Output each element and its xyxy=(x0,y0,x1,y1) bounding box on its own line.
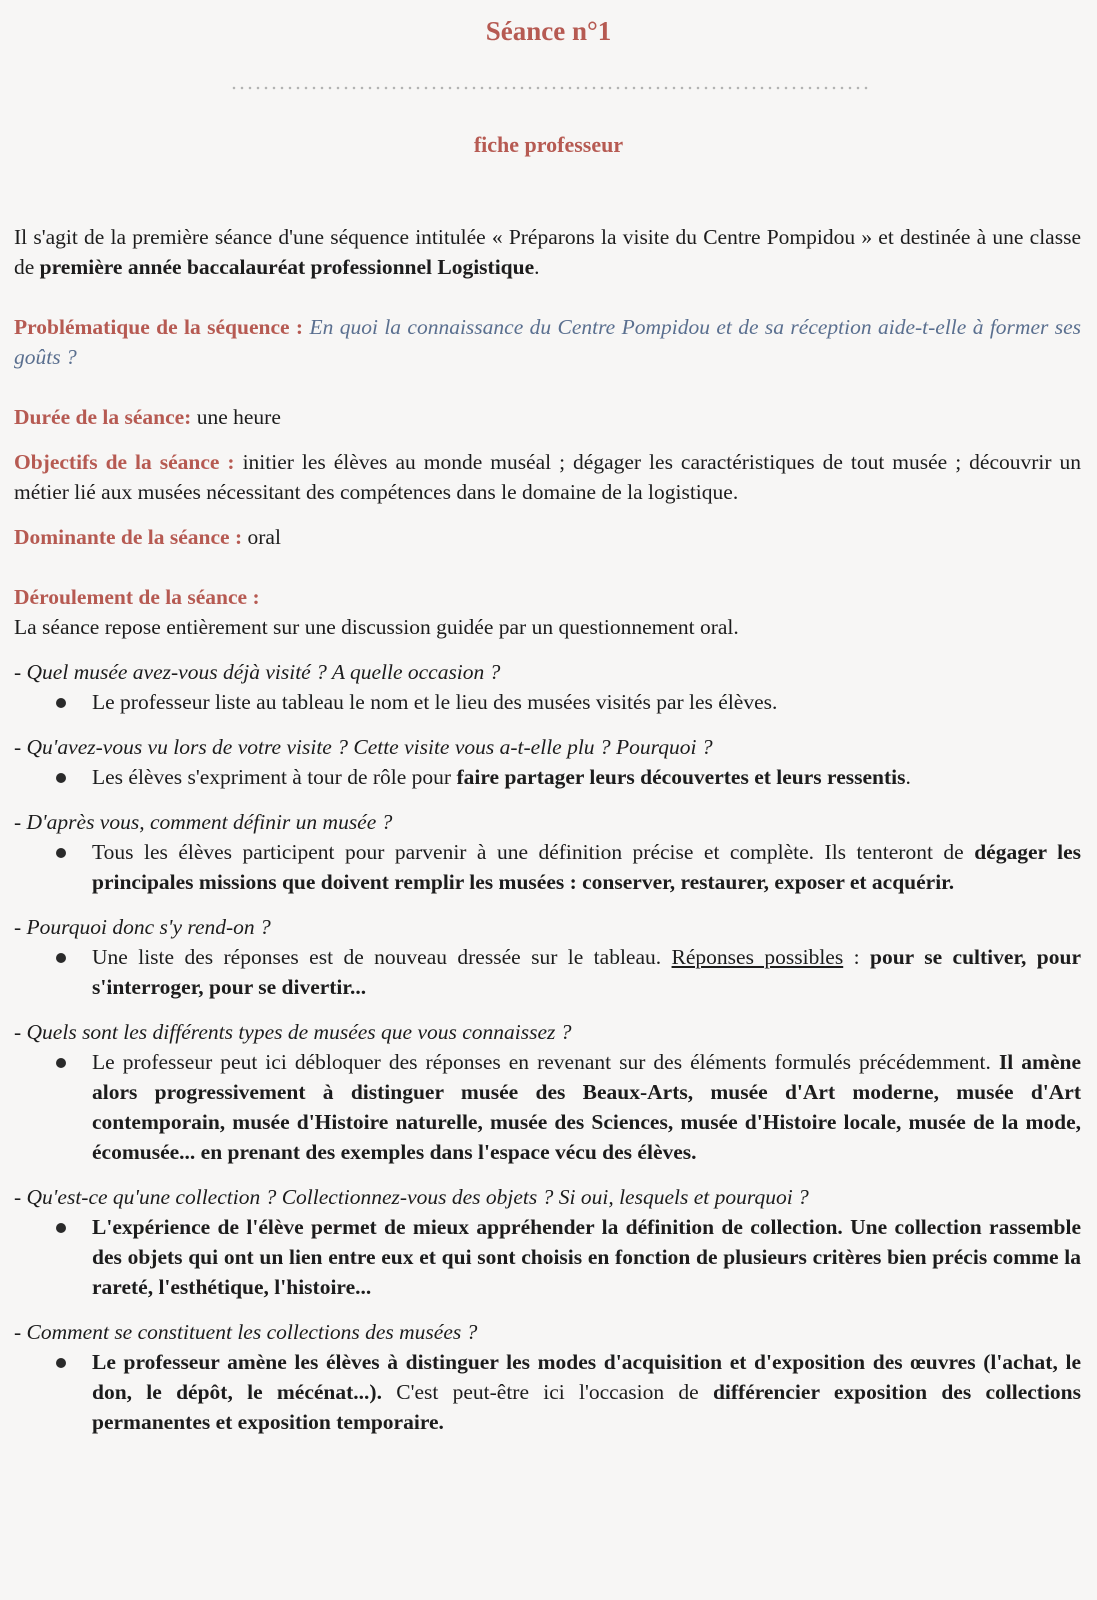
question-block xyxy=(14,1182,1081,1302)
list-item: Le professeur liste au tableau le nom et le lieu des musées visités par les élèves. xyxy=(14,687,1081,717)
question-block xyxy=(14,1017,1081,1167)
page-title: Séance n°1 xyxy=(485,16,612,46)
bullet-icon xyxy=(56,848,66,858)
list-item: Tous les élèves participent pour parvenir à une définition précise et complète. Ils tenteront de dégager les principales missions que doivent remplir les musées : conserver, restaurer, exposer et acquérir. xyxy=(14,837,1081,897)
bullet-icon xyxy=(56,1058,66,1068)
question-text: - Qu'est-ce qu'une collection ? Collectionnez-vous des objets ? Si oui, lesquels et pourquoi ? xyxy=(14,1185,809,1209)
objectifs-label: Objectifs de la séance : xyxy=(14,450,235,474)
bullet-icon xyxy=(56,773,66,783)
question-block xyxy=(14,732,1081,792)
question-text: - Pourquoi donc s'y rend-on ? xyxy=(14,915,271,939)
list-item: L'expérience de l'élève permet de mieux appréhender la définition de collection. Une collection rassemble des objets qui ont un lien entre eux et qui sont choisis en fonction de plusieurs critères bien précis comme la rareté, l'esthétique, l'histoire... xyxy=(14,1212,1081,1302)
problematique-paragraph xyxy=(14,312,1081,372)
dominante-paragraph: Dominante de la séance : oral xyxy=(14,525,281,549)
bullet-icon xyxy=(56,1358,66,1368)
bullet-icon xyxy=(56,953,66,963)
question-text: - Comment se constituent les collections des musées ? xyxy=(14,1320,478,1344)
question-text: - Qu'avez-vous vu lors de votre visite ? Cette visite vous a-t-elle plu ? Pourquoi ? xyxy=(14,735,713,759)
dominante-label: Dominante de la séance : xyxy=(14,525,243,549)
question-block xyxy=(14,1317,1081,1437)
list-item: Le professeur amène les élèves à distinguer les modes d'acquisition et d'exposition des œuvres (l'achat, le don, le dépôt, le mécénat...). C'est peut-être ici l'occasion de différencier exposition des collections permanentes et exposition temporaire. xyxy=(14,1347,1081,1437)
question-block xyxy=(14,912,1081,1002)
bullet-icon xyxy=(56,698,66,708)
duree-label: Durée de la séance: xyxy=(14,405,192,429)
page-subtitle: fiche professeur xyxy=(473,132,624,157)
list-item: Les élèves s'expriment à tour de rôle pour faire partager leurs découvertes et leurs ressentis. xyxy=(14,762,1081,792)
dotted-separator xyxy=(230,86,868,90)
problematique-text: En quoi la connaissance du Centre Pompidou et de sa réception aide-t-elle à former ses goûts ? xyxy=(14,315,1082,369)
intro-paragraph: Il s'agit de la première séance d'une séquence intitulée « Préparons la visite du Centre Pompidou » et destinée à une classe de première année baccalauréat professionnel Logistique. xyxy=(14,225,1081,279)
document-body xyxy=(14,222,1081,1437)
question-text: - Quel musée avez-vous déjà visité ? A quelle occasion ? xyxy=(14,660,501,684)
list-item: Une liste des réponses est de nouveau dressée sur le tableau. Réponses possibles : pour se cultiver, pour s'interroger, pour se divertir... xyxy=(14,942,1081,1002)
question-block xyxy=(14,807,1081,897)
deroulement-label: Déroulement de la séance : xyxy=(14,585,260,609)
list-item: Le professeur peut ici débloquer des réponses en revenant sur des éléments formulés précédemment. Il amène alors progressivement à distinguer musée des Beaux-Arts, musée d'Art moderne, musée d'Art contemporain, musée d'Histoire naturelle, musée des Sciences, musée d'Histoire locale, musée de la mode, écomusée... en prenant des exemples dans l'espace vécu des élèves. xyxy=(14,1047,1081,1167)
question-text: - D'après vous, comment définir un musée ? xyxy=(14,810,393,834)
question-text: - Quels sont les différents types de musées que vous connaissez ? xyxy=(14,1020,572,1044)
duree-paragraph: Durée de la séance: une heure xyxy=(14,405,281,429)
deroulement-text: La séance repose entièrement sur une discussion guidée par un questionnement oral. xyxy=(14,615,739,639)
bullet-icon xyxy=(56,1223,66,1233)
problematique-label: Problématique de la séquence : xyxy=(14,315,304,339)
objectifs-paragraph: Objectifs de la séance : initier les élèves au monde muséal ; dégager les caractéristiques de tout musée ; découvrir un métier lié aux musées nécessitant des compétences dans le domaine de la logistique. xyxy=(14,450,1082,504)
question-block xyxy=(14,657,1081,717)
